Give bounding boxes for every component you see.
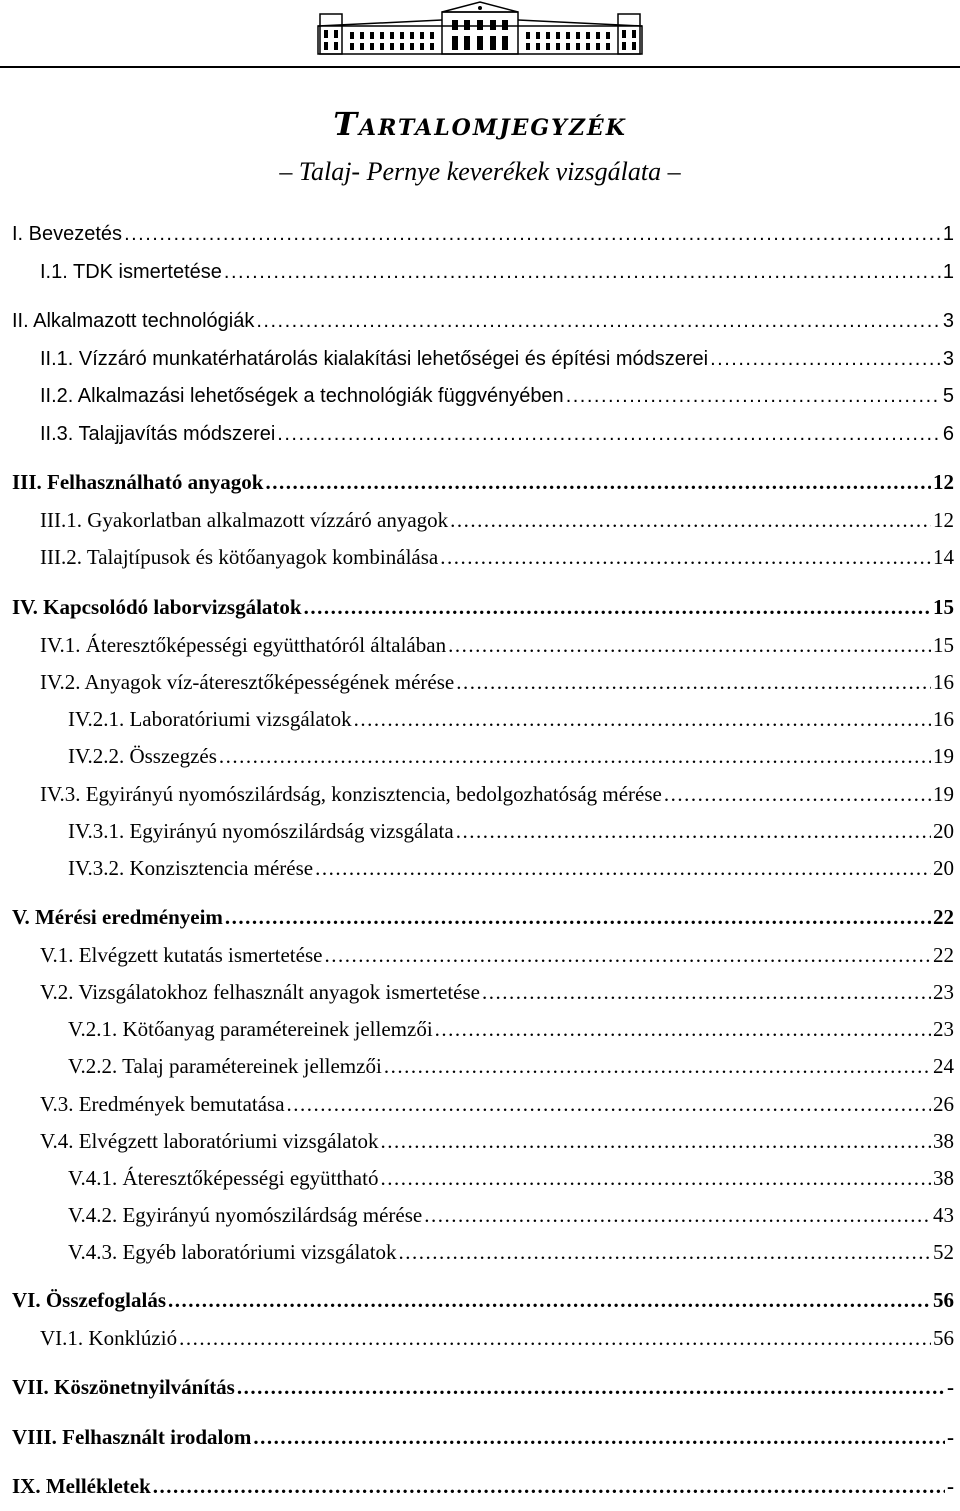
toc-entry-page: 12 bbox=[933, 470, 954, 494]
toc-entry[interactable] bbox=[68, 742, 954, 770]
toc-entry-page: 12 bbox=[933, 508, 954, 532]
toc-entry[interactable] bbox=[40, 1127, 954, 1155]
toc-leader-dots bbox=[287, 1090, 931, 1118]
toc-leader-dots bbox=[424, 1201, 931, 1229]
toc-entry-label: IV.1. Áteresztőképességi együtthatóról általában bbox=[40, 633, 447, 657]
toc-entry[interactable] bbox=[68, 817, 954, 845]
toc-leader-dots bbox=[324, 941, 931, 969]
toc-entry[interactable] bbox=[40, 506, 954, 534]
toc-entry[interactable] bbox=[12, 1472, 954, 1500]
toc-entry-page: 16 bbox=[933, 707, 954, 731]
toc-entry[interactable] bbox=[40, 668, 954, 696]
toc-entry[interactable] bbox=[12, 220, 954, 248]
toc-entry-page: 14 bbox=[933, 545, 954, 569]
toc-leader-dots bbox=[456, 817, 931, 845]
toc-entry-label: V.4.1. Áteresztőképességi együttható bbox=[68, 1166, 379, 1190]
toc-entry-page: 52 bbox=[933, 1240, 954, 1264]
university-building-logo bbox=[312, 0, 648, 58]
page-title: Tartalomjegyzék bbox=[333, 105, 627, 143]
toc-entry-label: IV.3.1. Egyirányú nyomószilárdság vizsgálata bbox=[68, 819, 454, 843]
toc-entry-page: 20 bbox=[933, 819, 954, 843]
toc-entry[interactable] bbox=[40, 345, 954, 373]
toc-entry-page: 23 bbox=[933, 980, 954, 1004]
toc-leader-dots bbox=[168, 1286, 931, 1314]
toc-entry[interactable] bbox=[40, 258, 954, 286]
toc-entry[interactable] bbox=[40, 1090, 954, 1118]
toc-leader-dots bbox=[482, 978, 931, 1006]
toc-entry-label: V.3. Eredmények bemutatása bbox=[40, 1092, 285, 1116]
toc-entry-page: - bbox=[947, 1474, 954, 1498]
toc-entry-label: IX. Mellékletek bbox=[12, 1474, 151, 1498]
toc-entry[interactable] bbox=[12, 468, 954, 496]
toc-entry-label: V.4.2. Egyirányú nyomószilárdság mérése bbox=[68, 1203, 423, 1227]
toc-entry-page: 1 bbox=[942, 223, 954, 245]
toc-entry-page: 43 bbox=[933, 1203, 954, 1227]
toc-entry-page: 15 bbox=[933, 595, 954, 619]
toc-entry-label: VI.1. Konklúzió bbox=[40, 1326, 178, 1350]
toc-entry[interactable] bbox=[40, 382, 954, 410]
toc-entry[interactable] bbox=[40, 941, 954, 969]
toc-entry-label: III.1. Gyakorlatban alkalmazott vízzáró anyagok bbox=[40, 508, 449, 532]
toc-entry-label: II.3. Talajjavítás módszerei bbox=[40, 423, 276, 445]
toc-entry-page: 19 bbox=[933, 782, 954, 806]
toc-leader-dots bbox=[380, 1164, 931, 1192]
toc-entry[interactable] bbox=[40, 420, 954, 448]
toc-entry-page: 38 bbox=[933, 1129, 954, 1153]
toc-entry-page: 5 bbox=[942, 385, 954, 407]
toc-leader-dots bbox=[225, 903, 931, 931]
toc-entry-label: I. Bevezetés bbox=[12, 223, 123, 245]
toc-entry-page: 26 bbox=[933, 1092, 954, 1116]
toc-leader-dots bbox=[384, 1052, 931, 1080]
toc-entry-page: 20 bbox=[933, 856, 954, 880]
toc-entry[interactable] bbox=[40, 1324, 954, 1352]
toc-entry-label: V.4. Elvégzett laboratóriumi vizsgálatok bbox=[40, 1129, 379, 1153]
toc-entry-page: 22 bbox=[933, 905, 954, 929]
toc-entry[interactable] bbox=[40, 543, 954, 571]
toc-leader-dots bbox=[237, 1373, 945, 1401]
toc-leader-dots bbox=[179, 1324, 931, 1352]
toc-entry-page: 38 bbox=[933, 1166, 954, 1190]
toc-entry-label: II.1. Vízzáró munkatérhatárolás kialakítási lehetőségei és építési módszerei bbox=[40, 348, 709, 370]
toc-entry-page: 22 bbox=[933, 943, 954, 967]
toc-entry-label: IV.3.2. Konzisztencia mérése bbox=[68, 856, 314, 880]
toc-leader-dots bbox=[664, 780, 931, 808]
page-subtitle: – Talaj- Pernye keverékek vizsgálata – bbox=[279, 157, 681, 186]
toc-leader-dots bbox=[277, 420, 941, 448]
toc-entry-label: III.2. Talajtípusok és kötőanyagok kombinálása bbox=[40, 545, 439, 569]
toc-entry-page: - bbox=[947, 1375, 954, 1399]
toc-leader-dots bbox=[253, 1423, 945, 1451]
toc-entry-page: 15 bbox=[933, 633, 954, 657]
toc-entry-page: 56 bbox=[933, 1288, 954, 1312]
toc-entry[interactable] bbox=[12, 1423, 954, 1451]
toc-entry[interactable] bbox=[40, 978, 954, 1006]
toc-leader-dots bbox=[450, 506, 931, 534]
toc-entry-label: I.1. TDK ismertetése bbox=[40, 261, 222, 283]
toc-entry[interactable] bbox=[68, 705, 954, 733]
toc-leader-dots bbox=[354, 705, 931, 733]
toc-leader-dots bbox=[448, 631, 931, 659]
toc-entry-label: IV.2.2. Összegzés bbox=[68, 744, 217, 768]
toc-entry-page: 1 bbox=[942, 261, 954, 283]
toc-leader-dots bbox=[435, 1015, 931, 1043]
toc-entry-label: V.1. Elvégzett kutatás ismertetése bbox=[40, 943, 323, 967]
toc-leader-dots bbox=[399, 1238, 931, 1266]
toc-entry-label: IV. Kapcsolódó laborvizsgálatok bbox=[12, 595, 302, 619]
toc-entry-label: V.2.2. Talaj paramétereinek jellemzői bbox=[68, 1054, 382, 1078]
toc-entry[interactable] bbox=[68, 1201, 954, 1229]
toc-leader-dots bbox=[219, 742, 931, 770]
toc-entry[interactable] bbox=[68, 854, 954, 882]
toc-entry-page: 23 bbox=[933, 1017, 954, 1041]
toc-entry[interactable] bbox=[12, 1286, 954, 1314]
toc-entry-label: IV.2. Anyagok víz-áteresztőképességének mérése bbox=[40, 670, 455, 694]
toc-entry-page: 3 bbox=[942, 348, 954, 370]
toc-entry[interactable] bbox=[68, 1015, 954, 1043]
toc-entry-page: 24 bbox=[933, 1054, 954, 1078]
toc-entry-label: IV.3. Egyirányú nyomószilárdság, konzisztencia, bedolgozhatóság mérése bbox=[40, 782, 662, 806]
toc-entry-page: 56 bbox=[933, 1326, 954, 1350]
toc-leader-dots bbox=[304, 593, 931, 621]
toc-entry[interactable] bbox=[68, 1052, 954, 1080]
toc-entry-label: VII. Köszönetnyilvánítás bbox=[12, 1375, 235, 1399]
toc-entry-label: V.2. Vizsgálatokhoz felhasznált anyagok ismertetése bbox=[40, 980, 480, 1004]
toc-leader-dots bbox=[315, 854, 931, 882]
header-rule bbox=[0, 66, 960, 68]
toc-entry-page: 19 bbox=[933, 744, 954, 768]
toc-entry[interactable] bbox=[12, 1373, 954, 1401]
toc-entry-label: VI. Összefoglalás bbox=[12, 1288, 166, 1312]
toc-leader-dots bbox=[566, 382, 941, 410]
toc-entry[interactable] bbox=[68, 1164, 954, 1192]
toc-leader-dots bbox=[456, 668, 931, 696]
toc-entry[interactable] bbox=[12, 593, 954, 621]
toc-entry-label: III. Felhasználható anyagok bbox=[12, 470, 264, 494]
toc-leader-dots bbox=[224, 258, 941, 286]
toc-entry-label: IV.2.1. Laboratóriumi vizsgálatok bbox=[68, 707, 352, 731]
toc-leader-dots bbox=[265, 468, 931, 496]
toc-entry[interactable] bbox=[12, 903, 954, 931]
toc-entry-label: V.2.1. Kötőanyag paramétereinek jellemzői bbox=[68, 1017, 433, 1041]
toc-entry-page: - bbox=[947, 1425, 954, 1449]
toc-entry-label: V.4.3. Egyéb laboratóriumi vizsgálatok bbox=[68, 1240, 397, 1264]
toc-entry-page: 3 bbox=[942, 310, 954, 332]
toc-leader-dots bbox=[710, 345, 941, 373]
toc-leader-dots bbox=[124, 220, 941, 248]
toc-entry[interactable] bbox=[68, 1238, 954, 1266]
toc-entry-label: II. Alkalmazott technológiák bbox=[12, 310, 255, 332]
toc-entry[interactable] bbox=[40, 631, 954, 659]
toc-entry-label: V. Mérési eredményeim bbox=[12, 905, 223, 929]
toc-leader-dots bbox=[380, 1127, 931, 1155]
toc-entry-label: II.2. Alkalmazási lehetőségek a technológiák függvényében bbox=[40, 385, 564, 407]
toc-entry[interactable] bbox=[40, 780, 954, 808]
toc-entry-label: VIII. Felhasznált irodalom bbox=[12, 1425, 252, 1449]
toc-entry-page: 16 bbox=[933, 670, 954, 694]
toc-leader-dots bbox=[256, 307, 941, 335]
toc-entry-page: 6 bbox=[942, 423, 954, 445]
toc-leader-dots bbox=[153, 1472, 945, 1500]
toc-leader-dots bbox=[440, 543, 931, 571]
toc-entry[interactable] bbox=[12, 307, 954, 335]
